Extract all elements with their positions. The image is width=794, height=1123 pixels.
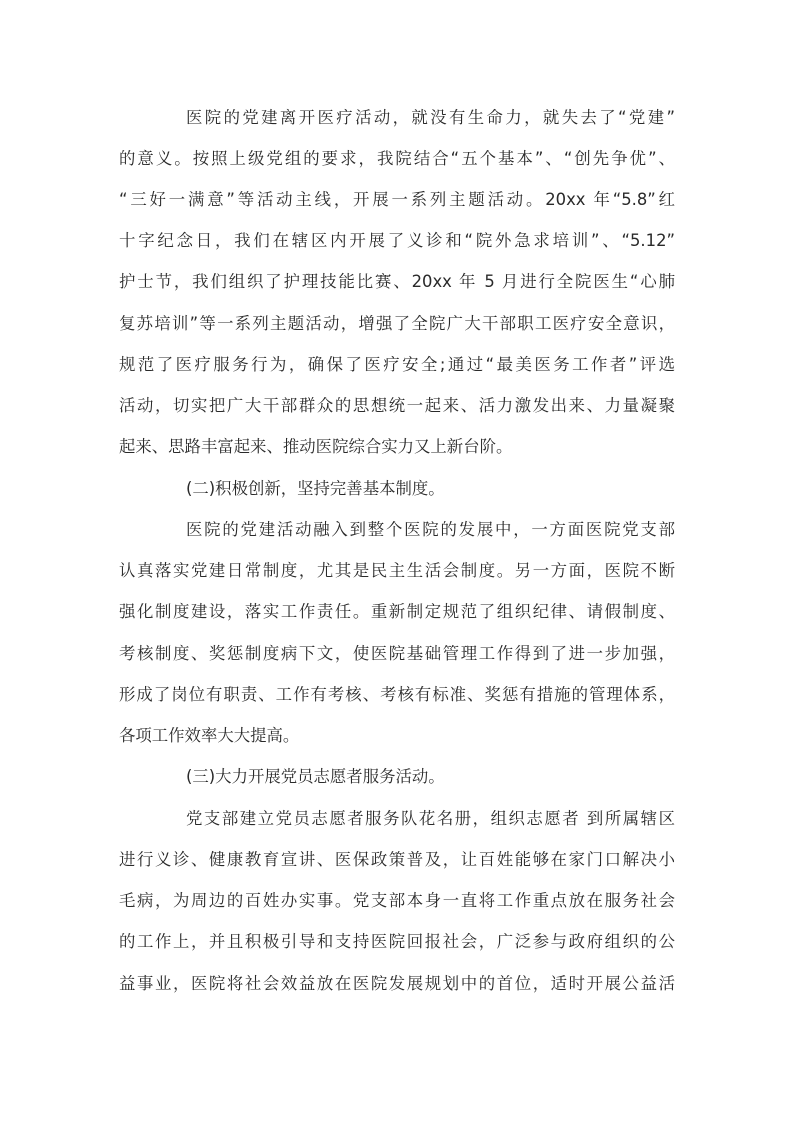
paragraph-line: 活动，切实把广大干部群众的思想统一起来、活力激发出来、力量凝聚 (119, 396, 675, 415)
paragraph-line: 医院的党建离开医疗活动，就没有生命力，就失去了“党建” (186, 108, 675, 127)
paragraph-line: 起来、思路丰富起来、推动医院综合实力又上新台阶。 (119, 437, 513, 456)
paragraph-line: 毛病，为周边的百姓办实事。党支部本身一直将工作重点放在服务社会 (119, 891, 675, 910)
paragraph-line: 强化制度建设，落实工作责任。重新制定规范了组织纪律、请假制度、 (119, 602, 675, 621)
paragraph-line: 认真落实党建日常制度，尤其是民主生活会制度。另一方面，医院不断 (119, 561, 675, 580)
paragraph-line: 进行义诊、健康教育宣讲、医保政策普及，让百姓能够在家门口解决小 (119, 850, 675, 869)
paragraph-line: 党支部建立党员志愿者服务队花名册，组织志愿者 到所属辖区 (186, 809, 675, 828)
paragraph-line: 规范了医疗服务行为，确保了医疗安全;通过“最美医务工作者”评选 (119, 355, 675, 374)
paragraph-line: 复苏培训”等一系列主题活动，增强了全院广大干部职工医疗安全意识， (119, 314, 675, 333)
paragraph-line: 的意义。按照上级党组的要求，我院结合“五个基本”、“创先争优”、 (119, 149, 675, 168)
section-heading: (二)积极创新，坚持完善基本制度。 (186, 479, 445, 498)
paragraph-line: 益事业，医院将社会效益放在医院发展规划中的首位，适时开展公益活 (119, 974, 675, 993)
paragraph-line: 考核制度、奖惩制度病下文，使医院基础管理工作得到了进一步加强， (119, 644, 675, 663)
section-heading: (三)大力开展党员志愿者服务活动。 (186, 767, 445, 786)
paragraph-line: 医院的党建活动融入到整个医院的发展中，一方面医院党支部 (186, 520, 675, 539)
paragraph-line: 各项工作效率大大提高。 (119, 726, 300, 745)
paragraph-line: 的工作上，并且积极引导和支持医院回报社会，广泛参与政府组织的公 (119, 932, 675, 951)
paragraph-line: 护士节，我们组织了护理技能比赛、20xx 年 5 月进行全院医生“心肺 (119, 272, 675, 291)
paragraph-line: 十字纪念日，我们在辖区内开展了义诊和“院外急求培训”、“5.12” (119, 231, 675, 250)
paragraph-line: 形成了岗位有职责、工作有考核、考核有标准、奖惩有措施的管理体系， (119, 685, 675, 704)
paragraph-line: “三好一满意”等活动主线，开展一系列主题活动。20xx 年“5.8”红 (119, 190, 675, 209)
